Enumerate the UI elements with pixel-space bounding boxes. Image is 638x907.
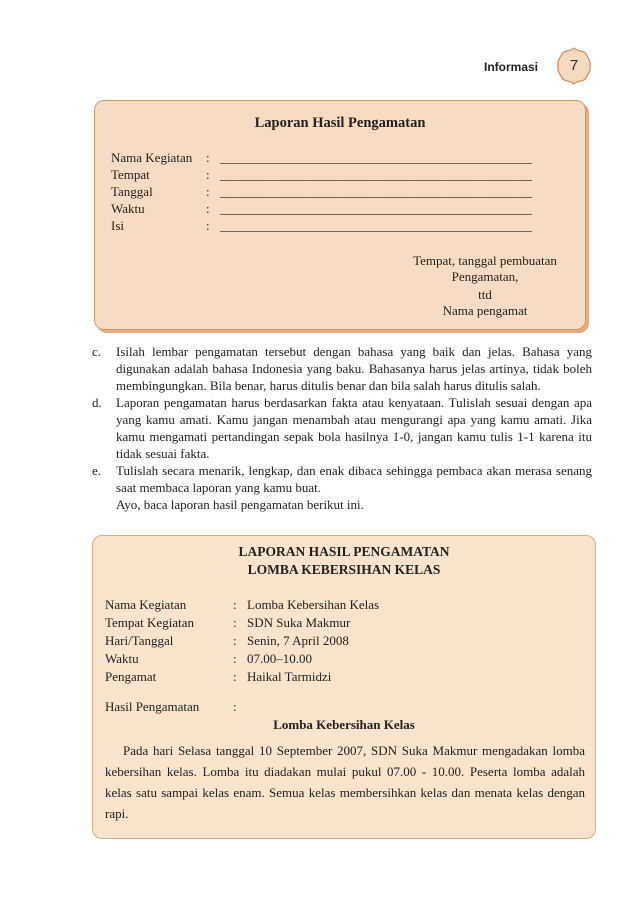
field-colon: : xyxy=(206,184,210,199)
report-title: LAPORAN HASIL PENGAMATAN xyxy=(238,544,450,559)
signature-place-date: Tempat, tanggal pembuatan xyxy=(413,253,557,268)
field-colon: : xyxy=(206,167,210,182)
report-row-value: Lomba Kebersihan Kelas xyxy=(247,597,380,612)
report-row xyxy=(105,614,350,632)
report-row-value: Senin, 7 April 2008 xyxy=(247,633,349,648)
report-row xyxy=(105,650,312,668)
page-number: 7 xyxy=(569,57,579,74)
field-blank-line: ________________________________________________ xyxy=(220,218,532,233)
field-blank-line: ________________________________________________ xyxy=(220,167,532,182)
field-label: Waktu xyxy=(111,201,145,216)
report-row-label: Nama Kegiatan xyxy=(105,597,187,612)
report-row xyxy=(105,632,349,650)
list-marker: d. xyxy=(92,395,102,410)
report-row-colon: : xyxy=(233,615,237,630)
list-item xyxy=(92,343,592,394)
result-row xyxy=(105,698,247,716)
field-colon: : xyxy=(206,201,210,216)
field-label: Tempat xyxy=(111,167,150,182)
form-title: Laporan Hasil Pengamatan xyxy=(254,115,426,131)
result-heading: Lomba Kebersihan Kelas xyxy=(273,717,415,732)
report-row-colon: : xyxy=(233,633,237,648)
signature-observation: Pengamatan, xyxy=(451,269,519,284)
page-number-badge xyxy=(556,46,592,86)
report-row-label: Pengamat xyxy=(105,669,157,684)
report-row-value: SDN Suka Makmur xyxy=(247,615,351,630)
report-row xyxy=(105,596,379,614)
report-row xyxy=(105,668,331,686)
form-field-row xyxy=(111,166,532,184)
result-label: Hasil Pengamatan xyxy=(105,699,200,714)
report-row-value: 07.00–10.00 xyxy=(247,651,312,666)
list-item-text: Tulislah secara menarik, lengkap, dan enak dibaca sehingga pembaca akan merasa senang saat membaca laporan yang kamu buat. xyxy=(116,463,592,495)
report-row-label: Hari/Tanggal xyxy=(105,633,174,648)
form-field-row xyxy=(111,149,532,167)
form-field-row xyxy=(111,200,532,218)
instruction-list xyxy=(92,343,592,513)
signature-ttd: ttd xyxy=(478,287,492,302)
field-blank-line: ________________________________________________ xyxy=(220,201,532,216)
report-row-colon: : xyxy=(233,597,237,612)
list-item xyxy=(92,394,592,462)
field-blank-line: ________________________________________________ xyxy=(220,184,532,199)
report-subtitle: LOMBA KEBERSIHAN KELAS xyxy=(247,562,441,577)
list-item-text: Laporan pengamatan harus berdasarkan fakta atau kenyataan. Tulislah sesuai dengan apa yang kamu amati. Kamu jangan menambah atau mengurangi apa yang kamu amati. Jika kamu mengamati pertandingan sepak bola hasilnya 1-0, jangan kamu tulis 1-1 karena itu tidak sesuai fakta. xyxy=(116,395,592,461)
list-item-text: Isilah lembar pengamatan tersebut dengan bahasa yang baik dan jelas. Bahasa yang digunakan adalah bahasa Indonesia yang baku. Bahasanya harus jelas artinya, tidak boleh membingungkan. Bila benar, harus ditulis benar dan bila salah harus ditulis salah. xyxy=(116,344,592,393)
example-report xyxy=(92,535,596,839)
result-paragraph: Pada hari Selasa tanggal 10 September 2007, SDN Suka Makmur mengadakan lomba kebersihan kelas. Lomba itu diadakan mulai pukul 07.00 - 10.00. Peserta lomba adalah kelas satu sampai kelas enam. Semua kelas membersihkan kelas dan menata kelas dengan rapi. xyxy=(105,743,585,821)
list-item xyxy=(92,462,592,513)
field-colon: : xyxy=(206,218,210,233)
field-colon: : xyxy=(206,150,210,165)
form-field-row xyxy=(111,217,532,235)
report-row-label: Waktu xyxy=(105,651,139,666)
report-row-value: Haikal Tarmidzi xyxy=(247,669,332,684)
field-label: Nama Kegiatan xyxy=(111,150,193,165)
field-label: Isi xyxy=(111,218,124,233)
field-label: Tanggal xyxy=(111,184,153,199)
signature-observer-name: Nama pengamat xyxy=(442,303,528,318)
report-row-label: Tempat Kegiatan xyxy=(105,615,194,630)
section-label: Informasi xyxy=(483,60,538,74)
report-row-colon: : xyxy=(233,651,237,666)
field-blank-line: ________________________________________________ xyxy=(220,150,532,165)
list-marker: c. xyxy=(92,344,102,359)
report-row-colon: : xyxy=(233,669,237,684)
report-form-template xyxy=(94,100,586,330)
list-marker: e. xyxy=(92,463,102,478)
form-field-row xyxy=(111,183,532,201)
result-colon: : xyxy=(233,699,237,714)
list-item-extra: Ayo, baca laporan hasil pengamatan berikut ini. xyxy=(116,497,364,512)
